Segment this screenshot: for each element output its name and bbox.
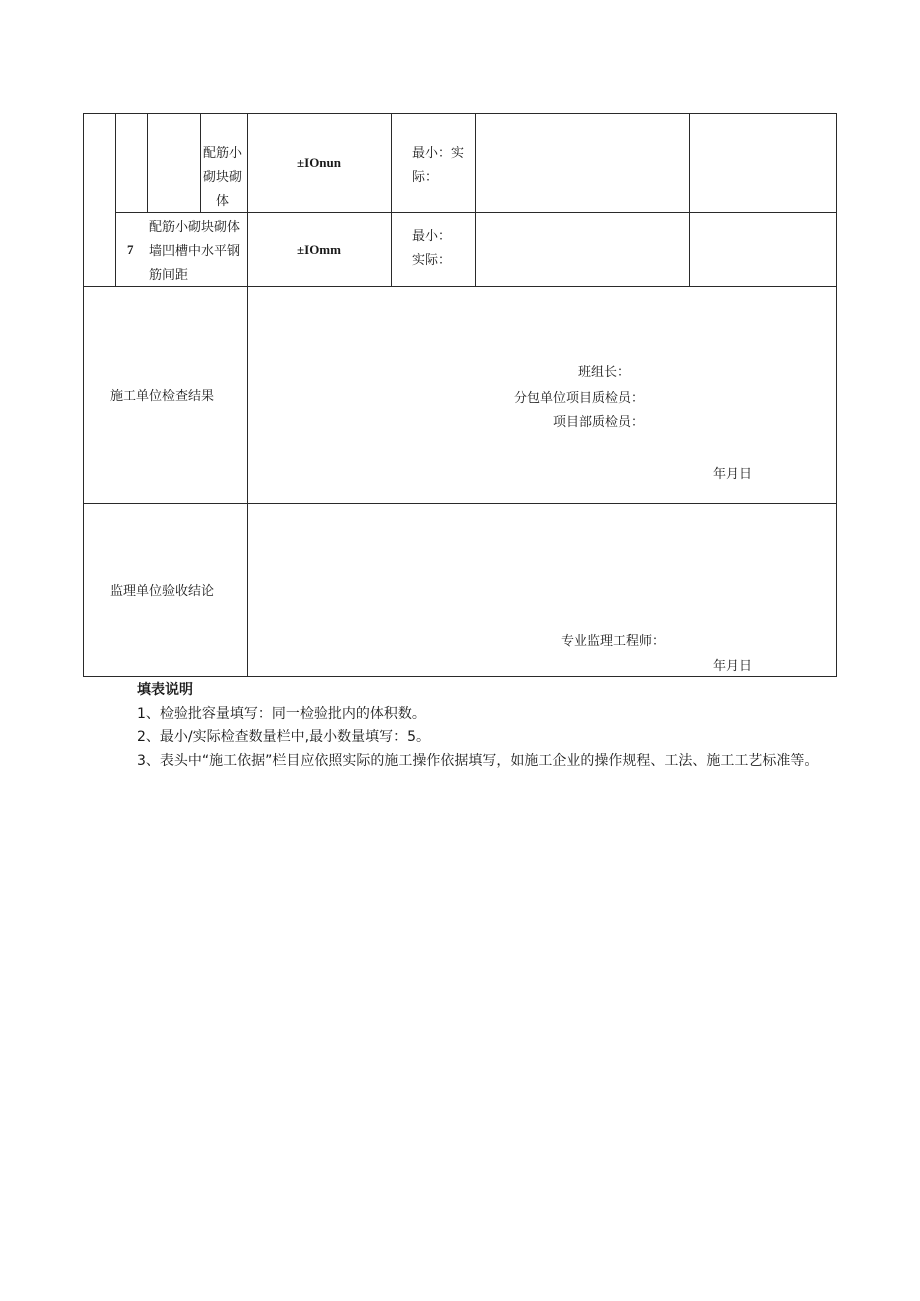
item-index: 7	[127, 242, 134, 257]
construction-result-label: 施工单位检查结果	[110, 389, 215, 404]
sample-count-cell: 最小：实 际：	[412, 146, 465, 185]
form-instructions	[137, 679, 837, 773]
table-border-right	[836, 113, 837, 677]
col-divider	[391, 113, 392, 287]
table-row-divider	[83, 503, 837, 504]
instructions-title: 填表说明	[137, 682, 193, 698]
col-divider	[247, 113, 248, 677]
col-divider	[115, 113, 116, 287]
tolerance-value: ±IOnun	[297, 155, 341, 170]
table-border-top	[83, 113, 837, 114]
date-label: 年月日	[713, 659, 753, 674]
instruction-item: 2、最小/实际检查数量栏中,最小数量填写：5。	[137, 729, 430, 745]
item-name-cell: 配筋小 砌块砌 体	[203, 146, 243, 209]
col-divider	[147, 113, 148, 213]
instruction-item: 3、表头中“施工依据”栏目应依照实际的施工操作依据填写，如施工企业的操作规程、工法、施工工艺标准等。	[137, 752, 819, 769]
project-inspector-label: 项目部质检员：	[552, 415, 644, 430]
sample-count-cell: 最小： 实际：	[412, 229, 452, 268]
col-divider	[475, 113, 476, 287]
item-name-cell: 配筋小砌块砌体 墙凹槽中水平钢 筋间距	[149, 220, 241, 283]
col-divider	[689, 113, 690, 287]
col-divider	[200, 113, 201, 213]
supervision-engineer-label: 专业监理工程师：	[560, 634, 665, 649]
table-border-left	[83, 113, 84, 677]
team-leader-label: 班组长：	[577, 365, 630, 380]
sub-inspector-label: 分包单位项目质检员：	[513, 391, 644, 406]
tolerance-value: ±IOmm	[297, 242, 341, 257]
instruction-item: 1、检验批容量填写：同一检验批内的体积数。	[137, 705, 426, 722]
date-label: 年月日	[713, 467, 753, 482]
supervision-result-label: 监理单位验收结论	[110, 584, 215, 599]
